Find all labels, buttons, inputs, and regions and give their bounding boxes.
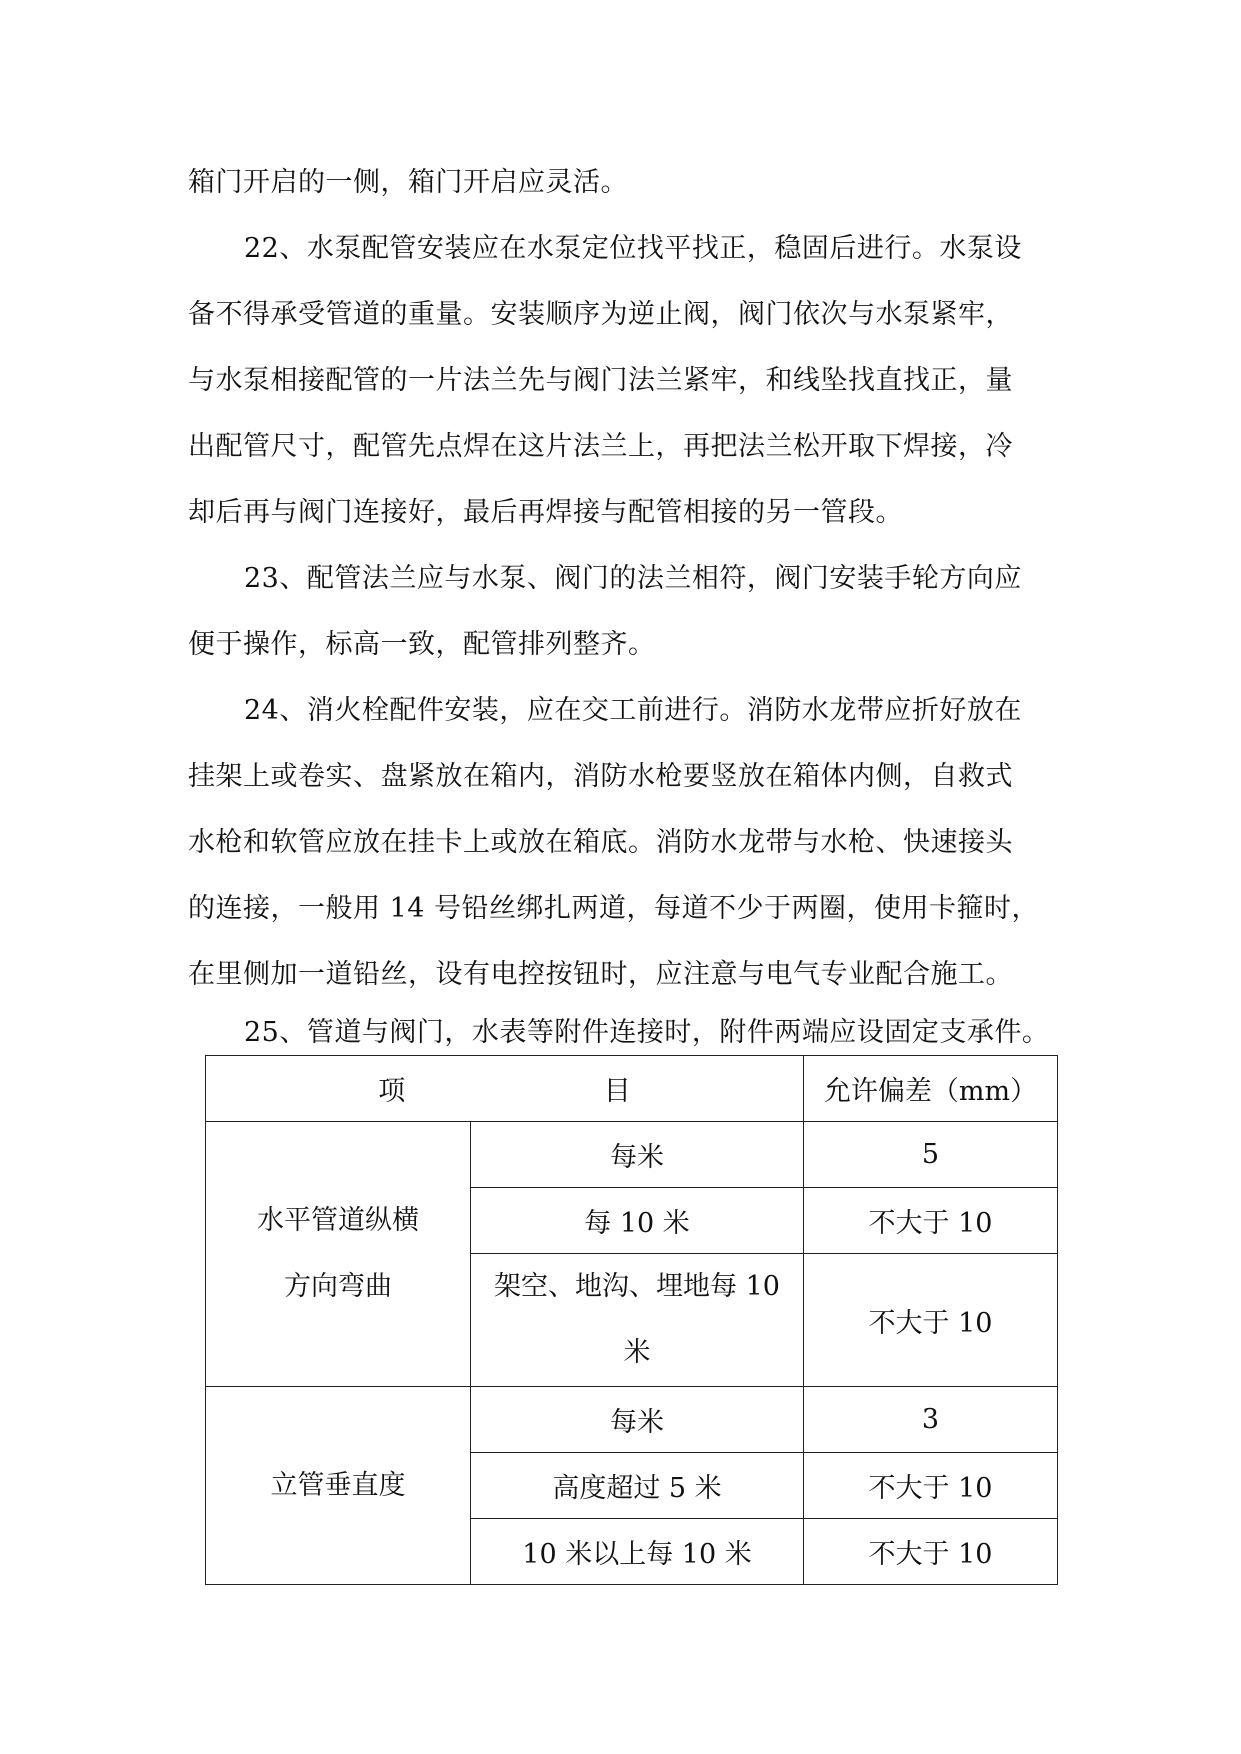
header-tolerance-cell: 允许偏差（mm） [804,1056,1058,1122]
value-cell: 不大于 10 [804,1254,1058,1387]
group-label-cell [206,1387,471,1585]
value-cell: 不大于 10 [804,1453,1058,1519]
text-line: 箱门开启的一侧，箱门开启应灵活。 [188,167,628,198]
text-line: 出配管尺寸，配管先点焊在这片法兰上，再把法兰松开取下焊接，冷 [188,431,1013,462]
paragraph-continuation [188,150,1056,216]
condition-cell: 每米 [471,1122,804,1188]
text-line: 备不得承受管道的重量。安装顺序为逆止阀，阀门依次与水泵紧牢， [188,299,1013,330]
text-line: 与水泵相接配管的一片法兰先与阀门法兰紧牢，和线坠找直找正，量 [188,365,1013,396]
text-line: 22、水泵配管安装应在水泵定位找平找正，稳固后进行。水泵设 [244,233,1022,264]
value-cell: 不大于 10 [804,1188,1058,1254]
group-label-line: 立管垂直度 [270,1469,406,1501]
group-label-line: 水平管道纵横 [257,1205,419,1236]
paragraph-item-23 [188,546,1056,678]
group-label-cell [206,1122,471,1387]
table-header-row [206,1056,1058,1122]
condition-cell: 高度超过 5 米 [471,1453,804,1519]
text-line: 却后再与阀门连接好，最后再焊接与配管相接的另一管段。 [188,497,903,528]
text-line: 24、消火栓配件安装，应在交工前进行。消防水龙带应折好放在 [244,695,1022,726]
condition-line: 架空、地沟、埋地每 10 [494,1271,780,1302]
text-line: 在里侧加一道铅丝，设有电控按钮时，应注意与电气专业配合施工。 [188,959,1013,990]
text-line: 的连接，一般用 14 号铅丝绑扎两道，每道不少于两圈，使用卡箍时， [188,893,1040,924]
value-cell: 3 [804,1387,1058,1453]
condition-cell: 10 米以上每 10 米 [471,1519,804,1585]
header-item-char: 项 [378,1076,406,1107]
table-row [206,1122,1058,1188]
header-item-char: 目 [603,1076,631,1107]
tolerance-table [205,1055,1058,1585]
text-line: 挂架上或卷实、盘紧放在箱内，消防水枪要竖放在箱体内侧，自救式 [188,761,1013,792]
group-label-line: 方向弯曲 [284,1271,392,1302]
condition-line: 米 [623,1337,651,1368]
text-line: 23、配管法兰应与水泵、阀门的法兰相符，阀门安装手轮方向应 [244,563,1022,594]
condition-cell [471,1254,804,1387]
paragraph-item-22 [188,216,1056,546]
text-line: 便于操作，标高一致，配管排列整齐。 [188,629,656,660]
condition-cell: 每 10 米 [471,1188,804,1254]
value-cell: 不大于 10 [804,1519,1058,1585]
value-cell: 5 [804,1122,1058,1188]
condition-cell: 每米 [471,1387,804,1453]
paragraph-item-24 [188,678,1056,1008]
text-line: 25、管道与阀门，水表等附件连接时，附件两端应设固定支承件。 [244,1017,1050,1048]
table-row [206,1387,1058,1453]
text-line: 水枪和软管应放在挂卡上或放在箱底。消防水龙带与水枪、快速接头 [188,827,1013,858]
header-item-cell [206,1056,804,1122]
